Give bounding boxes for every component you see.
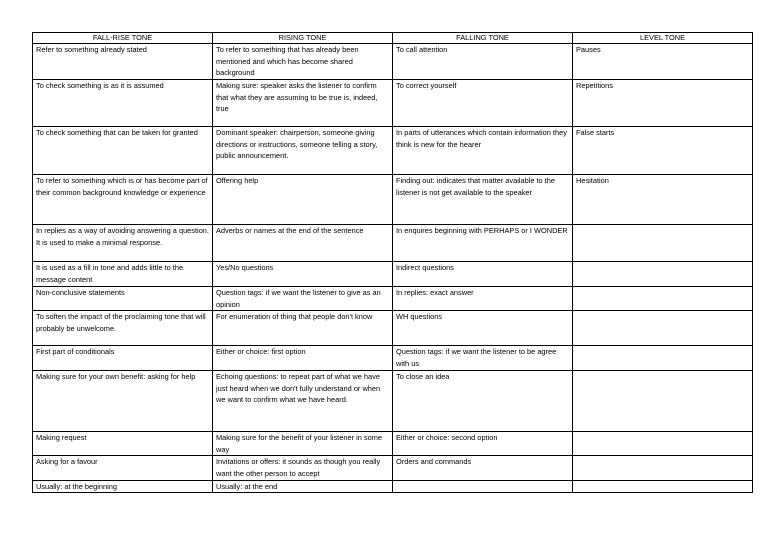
table-cell [573,432,753,456]
table-cell [573,456,753,480]
table-row [33,456,753,480]
table-row [33,287,753,311]
table-cell: Making sure: speaker asks the listener to confirm that what they are assuming to be true is, indeed, true [213,80,393,127]
table-cell [393,480,573,493]
tone-table [32,32,753,493]
header-fall-rise-tone: FALL-RISE TONE [33,33,213,44]
table-cell: First part of conditionals [33,346,213,371]
table-row [33,480,753,493]
header-falling-tone: FALLING TONE [393,33,573,44]
table-cell: Offering help [213,175,393,225]
table-cell: WH questions [393,311,573,346]
table-cell: To refer to something that has already been mentioned and which has become shared background [213,44,393,80]
table-cell: To refer to something which is or has become part of their common background knowledge or experience [33,175,213,225]
table-cell [573,225,753,262]
table-cell: To call attention [393,44,573,80]
table-cell: Asking for a favour [33,456,213,480]
table-row [33,371,753,432]
table-cell: To close an idea [393,371,573,432]
table-cell: Making sure for the benefit of your listener in some way [213,432,393,456]
table-cell: In parts of utterances which contain information they think is new for the hearer [393,127,573,175]
header-level-tone: LEVEL TONE [573,33,753,44]
table-cell: Non-conclusive statements [33,287,213,311]
table-cell: Making request [33,432,213,456]
table-cell: False starts [573,127,753,175]
table-cell [573,371,753,432]
table-cell: Echoing questions: to repeat part of what we have just heard when we don't fully understand or when we want to confirm what we have heard. [213,371,393,432]
table-cell: Invitations or offers: it sounds as though you really want the other person to accept [213,456,393,480]
table-cell: Adverbs or names at the end of the sentence [213,225,393,262]
table-cell: In replies as a way of avoiding answering a question. It is used to make a minimal response. [33,225,213,262]
table-cell: Usually: at the end [213,480,393,493]
table-row [33,175,753,225]
table-cell: It is used as a fill in tone and adds little to the message content [33,262,213,287]
header-row [33,33,753,44]
table-row [33,262,753,287]
table-cell: To check something is as it is assumed [33,80,213,127]
table-cell: Usually: at the beginning [33,480,213,493]
table-row [33,346,753,371]
table-cell: In replies: exact answer [393,287,573,311]
table-cell: Making sure for your own benefit: asking for help [33,371,213,432]
table-cell: In enquires beginning with PERHAPS or I WONDER [393,225,573,262]
table-cell: Hesitation [573,175,753,225]
table-cell: To soften the impact of the proclaiming tone that will probably be unwelcome. [33,311,213,346]
table-cell [573,287,753,311]
table-row [33,127,753,175]
table-cell: To check something that can be taken for granted [33,127,213,175]
table-row [33,44,753,80]
table-cell: To correct yourself [393,80,573,127]
table-cell [573,346,753,371]
table-cell: For enumeration of thing that people don't know [213,311,393,346]
header-rising-tone: RISING TONE [213,33,393,44]
table-cell: Either or choice: second option [393,432,573,456]
table-cell [573,480,753,493]
table-cell [573,311,753,346]
table-cell: Finding out: indicates that matter available to the listener is not get available to the speaker [393,175,573,225]
table-cell: Indirect questions [393,262,573,287]
table-row [33,80,753,127]
table-row [33,311,753,346]
table-cell: Either or choice: first option [213,346,393,371]
table-cell: Repetitions [573,80,753,127]
table-cell: Orders and commands [393,456,573,480]
table-cell: Refer to something already stated [33,44,213,80]
table-cell: Question tags: if we want the listener to be agree with us [393,346,573,371]
table-cell: Yes/No questions [213,262,393,287]
table-cell: Pauses [573,44,753,80]
table-cell: Dominant speaker: chairperson, someone giving directions or instructions, someone telling a story, public announcement. [213,127,393,175]
table-cell: Question tags: if we want the listener to give as an opinion [213,287,393,311]
table-row [33,432,753,456]
table-cell [573,262,753,287]
table-row [33,225,753,262]
